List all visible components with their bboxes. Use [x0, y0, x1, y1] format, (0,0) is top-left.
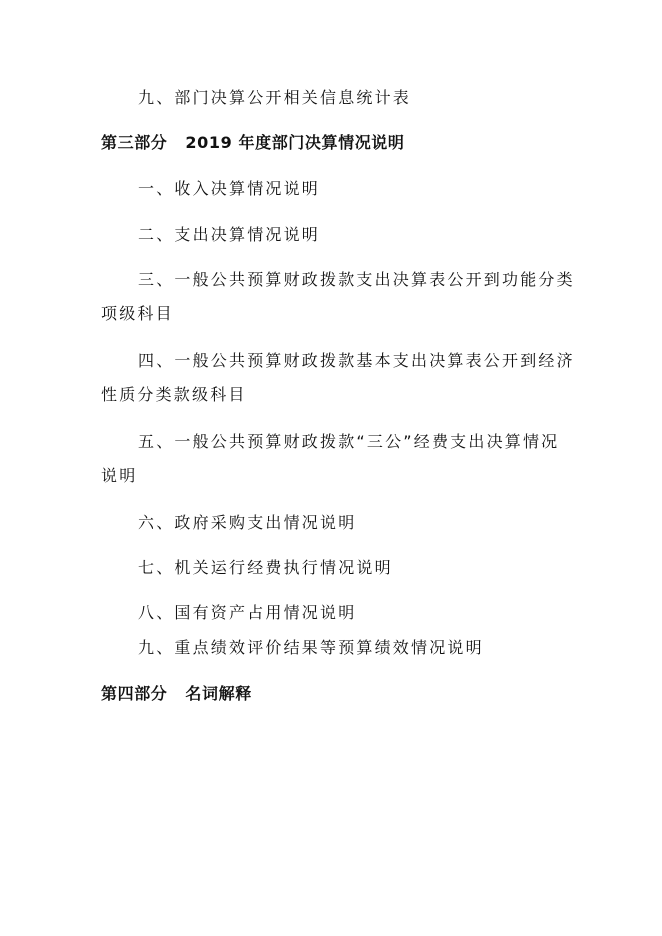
- toc-item: 三、一般公共预算财政拨款支出决算表公开到功能分类: [138, 270, 575, 289]
- toc-item: 九、部门决算公开相关信息统计表: [138, 88, 412, 107]
- toc-item: 九、重点绩效评价结果等预算绩效情况说明: [138, 638, 484, 657]
- section-heading-prefix: 第四部分: [101, 684, 168, 703]
- toc-item: 一、收入决算情况说明: [138, 179, 321, 198]
- section-heading-part3: [101, 133, 405, 153]
- toc-item: 七、机关运行经费执行情况说明: [138, 558, 393, 577]
- section-heading-title: 2019 年度部门决算情况说明: [185, 133, 405, 152]
- section-heading-part4: [101, 684, 252, 704]
- toc-item: 四、一般公共预算财政拨款基本支出决算表公开到经济: [138, 351, 575, 370]
- toc-item-continuation: 性质分类款级科目: [101, 385, 247, 404]
- toc-item-continuation: 说明: [101, 466, 138, 485]
- toc-item: 六、政府采购支出情况说明: [138, 513, 357, 532]
- toc-item: 八、国有资产占用情况说明: [138, 603, 357, 622]
- toc-item: 五、一般公共预算财政拨款“三公”经费支出决算情况: [138, 432, 560, 451]
- toc-item: 二、支出决算情况说明: [138, 225, 321, 244]
- section-heading-prefix: 第三部分: [101, 133, 168, 152]
- toc-item-continuation: 项级科目: [101, 304, 174, 323]
- section-heading-title: 名词解释: [185, 684, 252, 703]
